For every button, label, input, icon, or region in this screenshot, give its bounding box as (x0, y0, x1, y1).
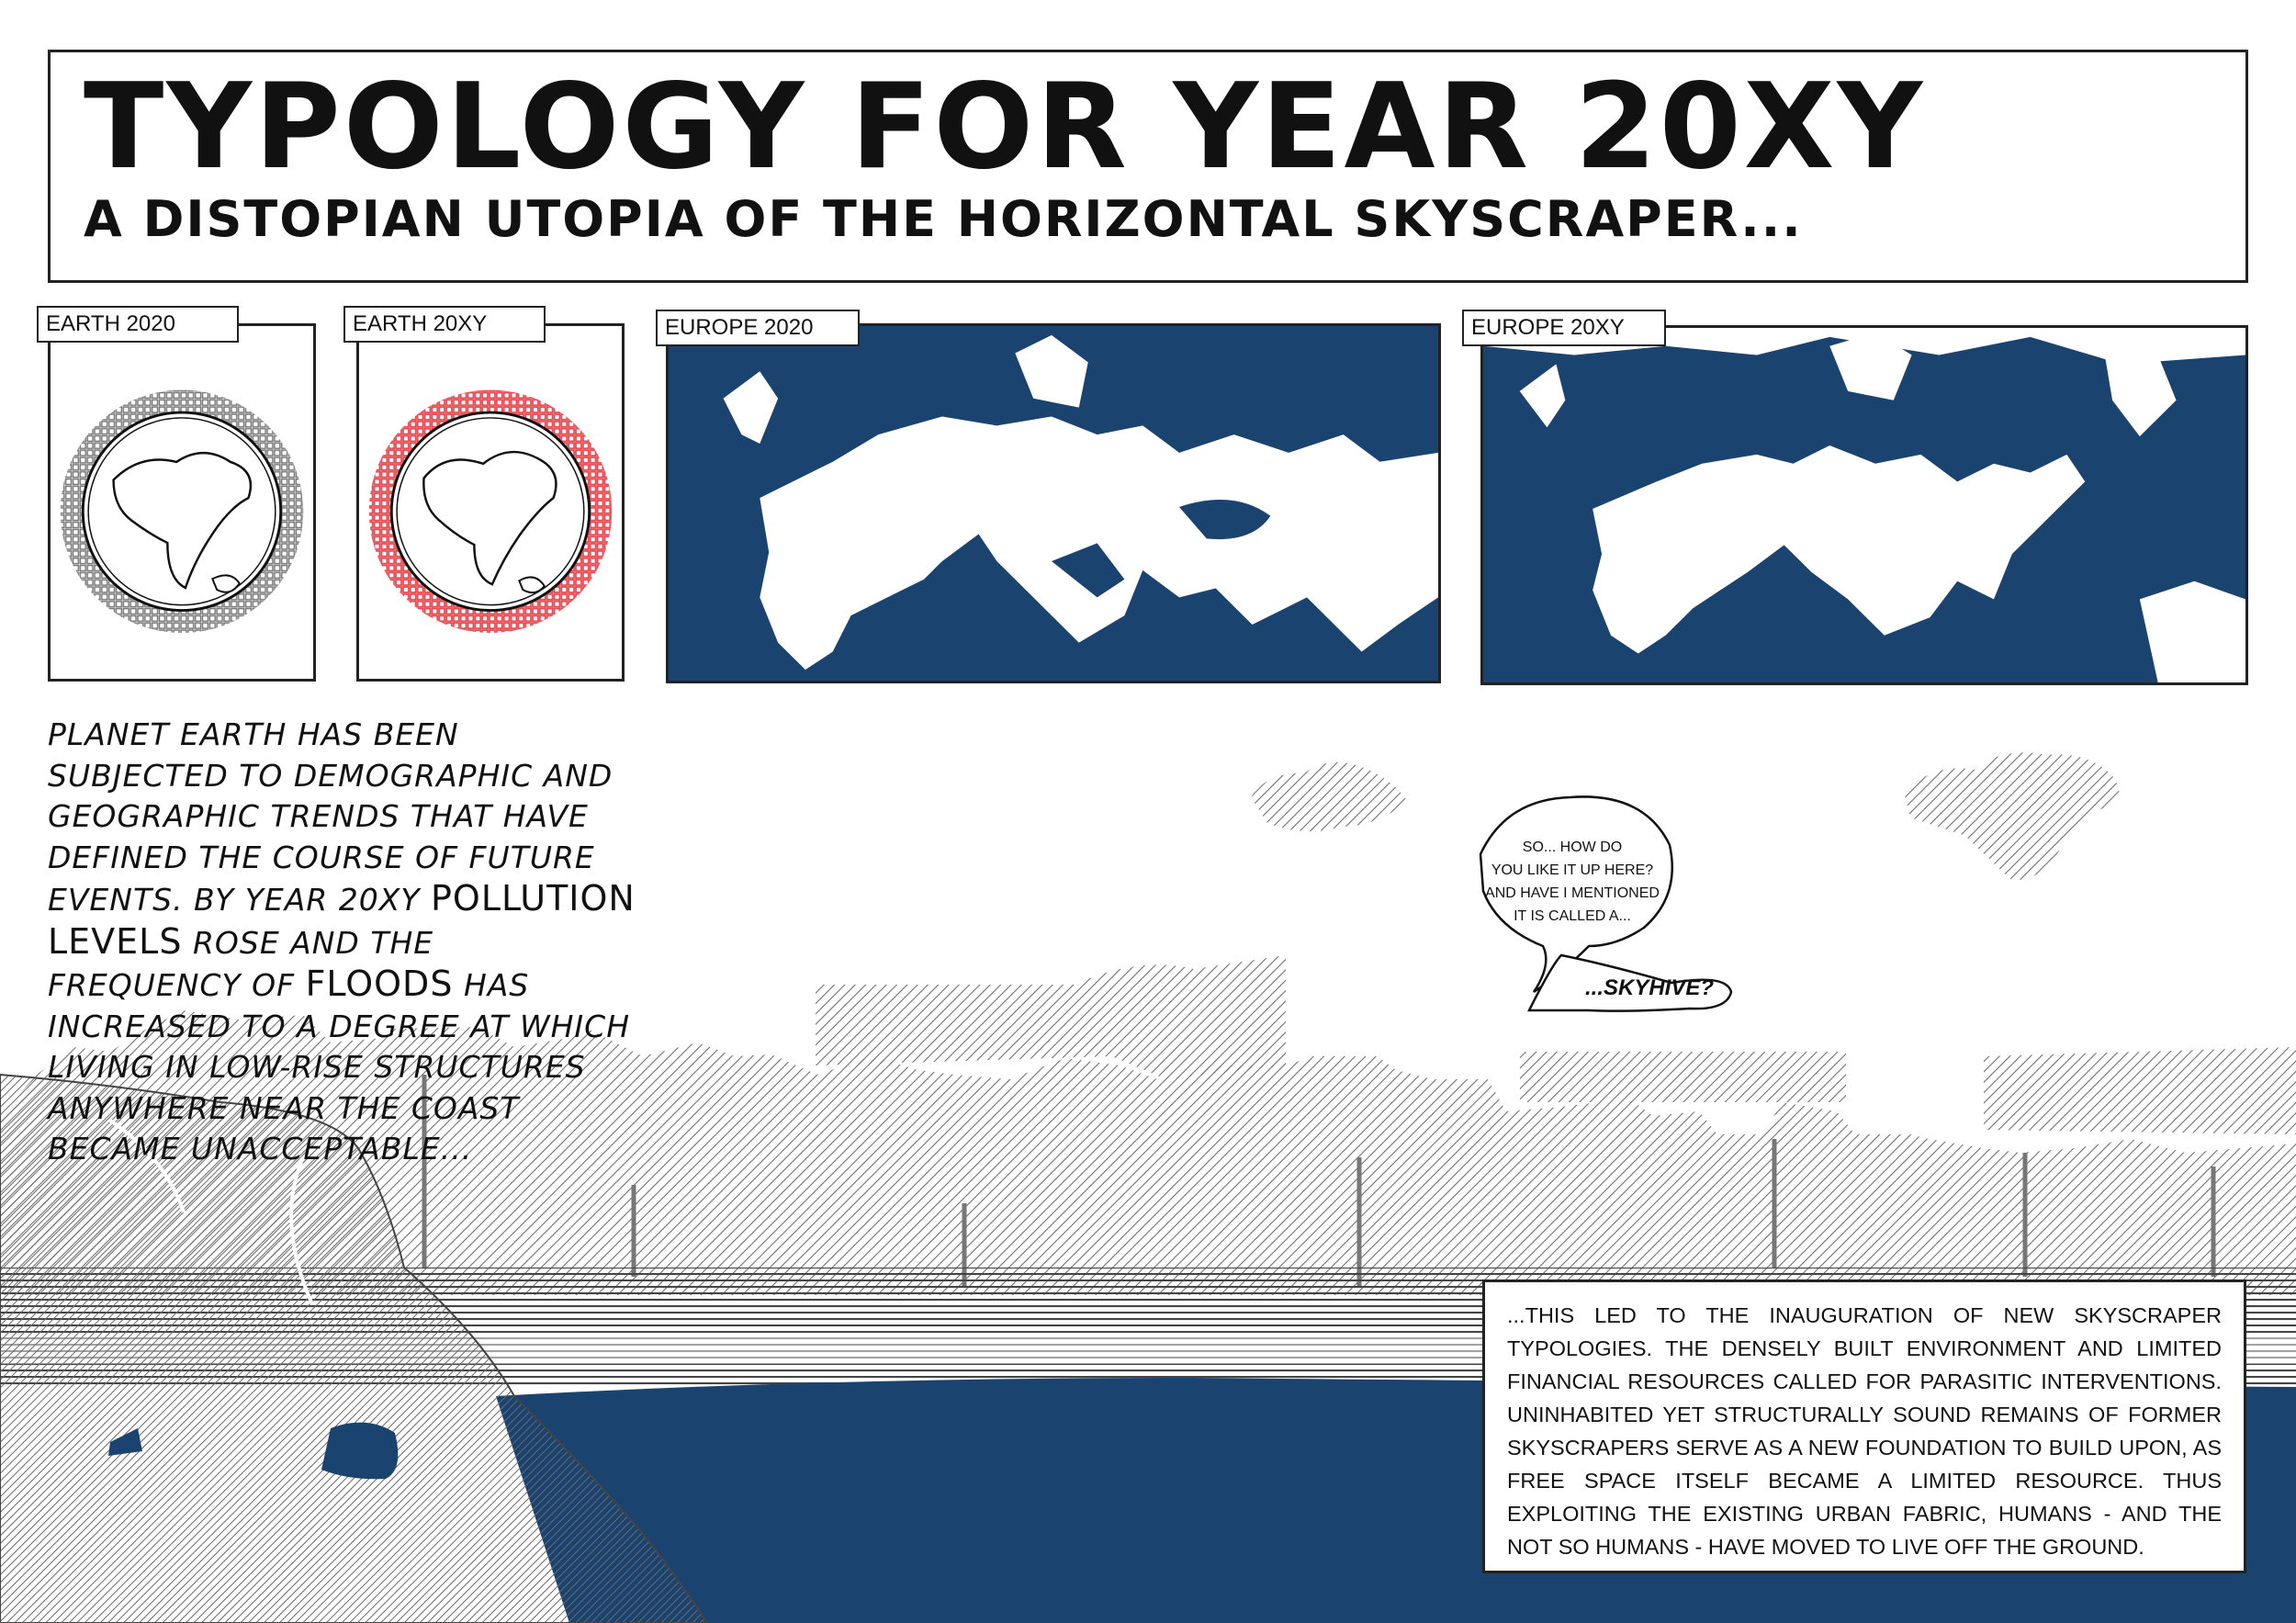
panel-label-earth-20xy: EARTH 20XY (343, 306, 546, 343)
europe-map (669, 326, 1438, 681)
panel-europe-2020 (666, 323, 1441, 683)
speech-bubble-text: SO... HOW DO YOU LIKE IT UP HERE? AND HAVE I MENTIONED IT IS CALLED A... (1485, 840, 1660, 924)
panel-label-europe-2020: EUROPE 2020 (656, 310, 860, 346)
page-subtitle: A DISTOPIAN UTOPIA OF THE HORIZONTAL SKYSCRAPER... (84, 190, 1803, 248)
europe-map-flooded (1483, 328, 2245, 682)
intro-paragraph: PLANET EARTH HAS BEEN SUBJECTED TO DEMOGRAPHIC AND GEOGRAPHIC TRENDS THAT HAVE DEFINED THE COURSE OF FUTURE EVENTS. BY YEAR 20XY POLLUTION LEVELS ROSE AND THE FREQUENCY OF FLOODS HAS INCREASED TO A DEGREE AT WHICH LIVING IN LOW-RISE STRUCTURES ANYWHERE NEAR THE COAST BECAME UNACCEPTABLE... (48, 716, 636, 1167)
panel-europe-20xy (1480, 325, 2248, 685)
panel-label-earth-2020: EARTH 2020 (37, 306, 239, 343)
cave-right (321, 1423, 398, 1480)
speech-bubble-reply: ...SKYHIVE? (1585, 975, 1715, 1000)
cloud-left (1251, 762, 1407, 831)
page-title: TYPOLOGY FOR YEAR 20XY (84, 59, 1926, 196)
panel-earth-2020 (48, 323, 316, 682)
emphasis-floods: FLOODS (305, 964, 454, 1004)
clouds (1251, 752, 2119, 880)
title-box (48, 50, 2248, 283)
story-paragraph: ...THIS LED TO THE INAUGURATION OF NEW SKYSCRAPER TYPOLOGIES. THE DENSELY BUILT ENVIRONMENT AND LIMITED FINANCIAL RESOURCES CALLED FOR PARASITIC INTERVENTIONS. UNINHABITED YET STRUCTURALLY SOUND REMAINS OF FORMER SKYSCRAPERS SERVE AS A NEW FOUNDATION TO BUILD UPON, AS FREE SPACE ITSELF BECAME A LIMITED RESOURCE. THUS EXPLOITING THE EXISTING URBAN FABRIC, HUMANS - AND THE NOT SO HUMANS - HAVE MOVED TO LIVE OFF THE GROUND. (1507, 1303, 2222, 1559)
panel-earth-20xy (356, 323, 625, 682)
cloud-right (1905, 752, 2119, 880)
globe-red-halo (359, 326, 622, 679)
panel-label-europe-20xy: EUROPE 20XY (1462, 310, 1666, 346)
globe-grey-halo (51, 326, 313, 679)
story-box (1482, 1279, 2246, 1573)
emphasis-pollution: POLLUTION LEVELS (48, 878, 636, 962)
